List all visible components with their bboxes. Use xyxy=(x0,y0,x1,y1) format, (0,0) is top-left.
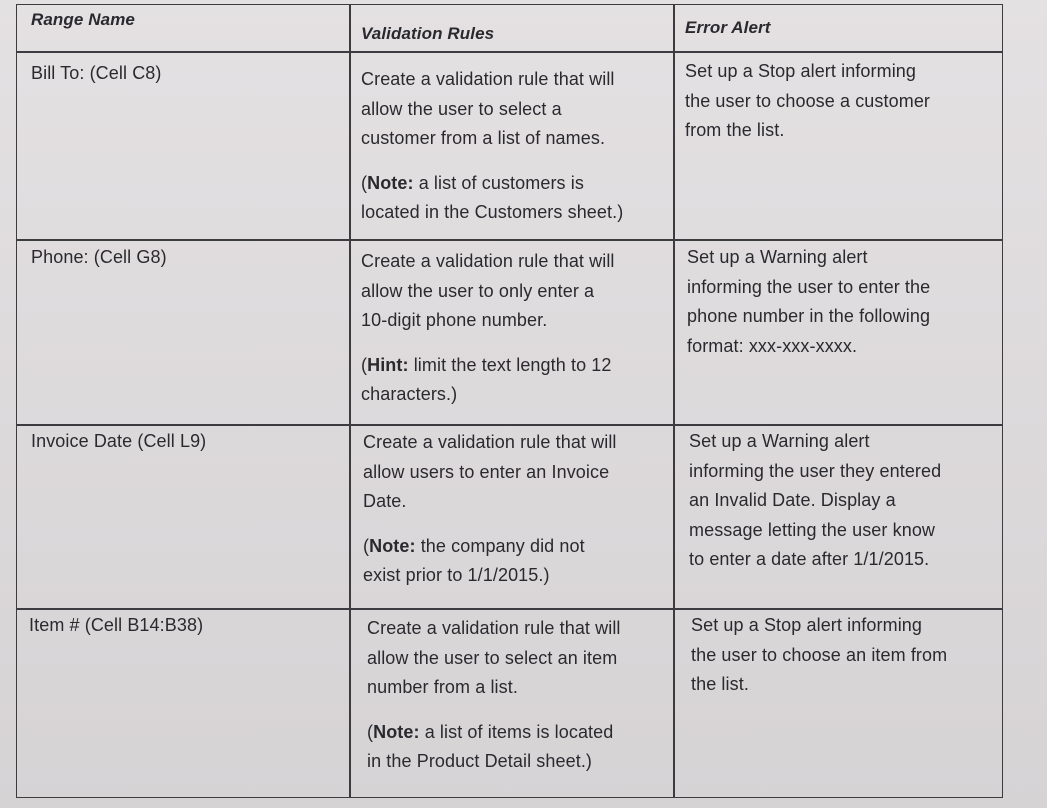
rule-line: Create a validation rule that will xyxy=(361,69,615,89)
alert-line: message letting the user know xyxy=(689,519,936,540)
header-validation-rules: Validation Rules xyxy=(361,24,495,43)
note-line: characters.) xyxy=(361,384,458,404)
row-3-range: Invoice Date (Cell L9) xyxy=(31,431,207,451)
alert-line: the user to choose an item from xyxy=(691,644,948,665)
rule-note: (Note: the company did not xyxy=(363,535,585,556)
alert-line: informing the user to enter the xyxy=(687,276,931,297)
row-1-rule xyxy=(361,65,623,228)
rule-note: (Note: a list of customers is xyxy=(361,172,584,193)
row-divider xyxy=(17,51,1002,53)
rule-line: allow the user to only enter a xyxy=(361,280,595,301)
alert-line: from the list. xyxy=(685,120,785,140)
row-divider xyxy=(17,424,1002,426)
header-error-alert: Error Alert xyxy=(685,18,771,37)
row-3-rule xyxy=(363,428,617,591)
rule-line: Date. xyxy=(363,491,407,511)
note-line: exist prior to 1/1/2015.) xyxy=(363,565,550,585)
note-label: Note: xyxy=(367,172,414,193)
row-2-rule xyxy=(361,247,615,410)
row-divider xyxy=(17,608,1002,610)
row-2-alert xyxy=(687,243,930,361)
header-range-name: Range Name xyxy=(31,10,135,29)
alert-line: Set up a Stop alert informing xyxy=(685,61,917,81)
rule-line: number from a list. xyxy=(367,677,518,697)
alert-line: format: xxx-xxx-xxxx. xyxy=(687,335,858,356)
rule-line: allow the user to select an item xyxy=(367,647,618,668)
rule-line: allow the user to select a xyxy=(361,98,562,119)
note-text: the company did not xyxy=(415,535,585,556)
rule-line: Create a validation rule that will xyxy=(361,251,615,271)
rule-line: Create a validation rule that will xyxy=(367,618,621,638)
alert-line: Set up a Stop alert informing xyxy=(691,615,923,635)
note-text: a list of customers is xyxy=(413,172,584,193)
validation-table xyxy=(16,4,1003,798)
alert-line: the user to choose a customer xyxy=(685,90,931,111)
row-4-range: Item # (Cell B14:B38) xyxy=(29,615,204,635)
note-label: Note: xyxy=(369,535,416,556)
note-text: a list of items is located xyxy=(419,721,614,742)
row-1-range: Bill To: (Cell C8) xyxy=(31,63,162,83)
alert-line: the list. xyxy=(691,674,749,694)
row-4-alert xyxy=(691,611,947,700)
alert-line: Set up a Warning alert xyxy=(689,431,870,451)
alert-line: an Invalid Date. Display a xyxy=(689,490,896,510)
row-4-rule xyxy=(367,614,621,777)
rule-note: (Hint: limit the text length to 12 xyxy=(361,354,612,375)
note-line: in the Product Detail sheet.) xyxy=(367,751,593,771)
row-1-alert xyxy=(685,57,930,146)
alert-line: Set up a Warning alert xyxy=(687,247,868,267)
note-label: Note: xyxy=(373,721,420,742)
rule-note: (Note: a list of items is located xyxy=(367,721,614,742)
rule-line: Create a validation rule that will xyxy=(363,432,617,452)
row-2-range: Phone: (Cell G8) xyxy=(31,247,167,267)
column-divider xyxy=(349,5,351,797)
alert-line: informing the user they entered xyxy=(689,460,942,481)
column-divider xyxy=(673,5,675,797)
row-divider xyxy=(17,239,1002,241)
row-3-alert xyxy=(689,427,941,575)
rule-line: customer from a list of names. xyxy=(361,128,606,148)
note-line: located in the Customers sheet.) xyxy=(361,202,624,222)
note-text: limit the text length to 12 xyxy=(408,354,612,375)
rule-line: 10-digit phone number. xyxy=(361,310,548,330)
rule-line: allow users to enter an Invoice xyxy=(363,461,610,482)
note-label: Hint: xyxy=(367,354,409,375)
alert-line: to enter a date after 1/1/2015. xyxy=(689,549,930,569)
alert-line: phone number in the following xyxy=(687,306,931,326)
